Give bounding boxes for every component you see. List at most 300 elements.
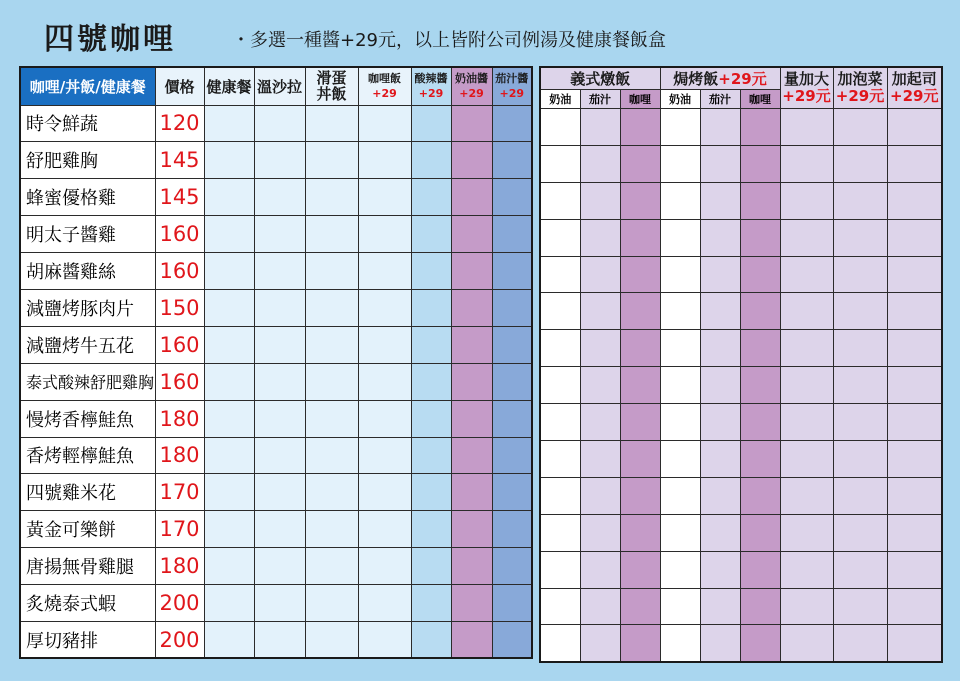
healthy-meal-cell[interactable] [204,585,254,622]
egg-rice-label-1: 滑蛋 [316,69,347,88]
item-price: 120 [155,105,204,142]
large-portion-header [780,67,833,109]
spicy-sauce-cell[interactable] [411,400,451,437]
baked-tomato-cell[interactable] [700,293,740,330]
risotto-tomato-cell[interactable] [580,477,620,514]
risotto-cream-cell[interactable] [540,182,580,219]
risotto-cream-cell[interactable] [540,330,580,367]
risotto-tomato-cell[interactable] [580,367,620,404]
risotto-curry-cell[interactable] [620,367,660,404]
spicy-sauce-cell[interactable] [411,621,451,658]
addon-row [540,256,942,293]
risotto-tomato-cell[interactable] [580,293,620,330]
risotto-curry-cell[interactable] [620,109,660,146]
baked-tomato-cell[interactable] [700,514,740,551]
cream-sauce-cell[interactable] [451,216,492,253]
tomato-sauce-cell[interactable] [492,511,532,548]
risotto-cream-cell[interactable] [540,293,580,330]
cream-sauce-cell[interactable] [451,179,492,216]
spicy-sauce-cell[interactable] [411,179,451,216]
cheese-cell[interactable] [887,145,942,182]
risotto-header: 義式燉飯 [540,67,660,90]
cream-sauce-label: 奶油醬 [455,72,488,86]
tomato-sauce-cell[interactable] [492,400,532,437]
risotto-cream-cell[interactable] [540,145,580,182]
spicy-sauce-header [411,67,451,105]
order-note: ・多選一種醬+29元，以上皆附公司例湯及健康餐飯盒 [232,30,666,51]
item-price: 170 [155,474,204,511]
baked-tomato-cell[interactable] [700,367,740,404]
kimchi-cell[interactable] [833,477,887,514]
kimchi-cell[interactable] [833,588,887,625]
risotto-tomato-cell[interactable] [580,219,620,256]
egg-rice-header [305,67,358,105]
baked-tomato-cell[interactable] [700,625,740,662]
cheese-label: 加起司 [891,70,937,88]
warm-salad-cell[interactable] [254,142,305,179]
egg-rice-cell[interactable] [305,400,358,437]
warm-salad-cell[interactable] [254,253,305,290]
cream-sauce-cell[interactable] [451,548,492,585]
warm-salad-cell[interactable] [254,621,305,658]
cheese-cell[interactable] [887,367,942,404]
healthy-meal-cell[interactable] [204,621,254,658]
large-portion-cell[interactable] [780,441,833,478]
cheese-cell[interactable] [887,404,942,441]
baked-tomato-cell[interactable] [700,404,740,441]
menu-row [20,105,532,142]
item-price: 200 [155,621,204,658]
risotto-cream-cell[interactable] [540,404,580,441]
spicy-sauce-cell[interactable] [411,437,451,474]
addon-row [540,219,942,256]
baked-tomato-cell[interactable] [700,109,740,146]
cream-sauce-cell[interactable] [451,363,492,400]
addon-table [539,66,943,663]
baked-curry-cell[interactable] [740,441,780,478]
risotto-curry-header: 咖哩 [620,90,660,109]
item-price: 145 [155,179,204,216]
egg-rice-cell[interactable] [305,437,358,474]
healthy-meal-cell[interactable] [204,253,254,290]
egg-rice-cell[interactable] [305,216,358,253]
item-name: 炙燒泰式蝦 [20,585,155,622]
cream-sauce-cell[interactable] [451,585,492,622]
risotto-cream-cell[interactable] [540,367,580,404]
baked-tomato-cell[interactable] [700,441,740,478]
addon-row [540,625,942,662]
risotto-tomato-cell[interactable] [580,625,620,662]
kimchi-cell[interactable] [833,109,887,146]
menu-row [20,474,532,511]
spicy-sauce-cell[interactable] [411,289,451,326]
cheese-cell[interactable] [887,109,942,146]
baked-tomato-cell[interactable] [700,330,740,367]
tomato-sauce-cell[interactable] [492,437,532,474]
risotto-cream-cell[interactable] [540,477,580,514]
menu-row [20,437,532,474]
large-portion-cell[interactable] [780,551,833,588]
curry-rice-price: +29 [372,87,397,101]
healthy-meal-cell[interactable] [204,363,254,400]
spicy-sauce-cell[interactable] [411,253,451,290]
large-portion-cell[interactable] [780,109,833,146]
healthy-meal-cell[interactable] [204,105,254,142]
large-portion-cell[interactable] [780,219,833,256]
egg-rice-cell[interactable] [305,621,358,658]
spicy-sauce-cell[interactable] [411,105,451,142]
egg-rice-cell[interactable] [305,179,358,216]
curry-rice-cell[interactable] [358,585,411,622]
risotto-tomato-cell[interactable] [580,514,620,551]
cream-sauce-cell[interactable] [451,142,492,179]
baked-tomato-cell[interactable] [700,551,740,588]
healthy-meal-cell[interactable] [204,289,254,326]
warm-salad-cell[interactable] [254,548,305,585]
kimchi-header [833,67,887,109]
tomato-sauce-cell[interactable] [492,326,532,363]
tomato-sauce-header [492,67,532,105]
warm-salad-cell[interactable] [254,216,305,253]
warm-salad-cell[interactable] [254,105,305,142]
baked-curry-cell[interactable] [740,109,780,146]
kimchi-cell[interactable] [833,330,887,367]
kimchi-cell[interactable] [833,441,887,478]
tomato-sauce-cell[interactable] [492,548,532,585]
item-name: 減鹽烤牛五花 [20,326,155,363]
item-name: 香烤輕檸鮭魚 [20,437,155,474]
cheese-cell[interactable] [887,625,942,662]
healthy-meal-cell[interactable] [204,548,254,585]
menu-row [20,585,532,622]
healthy-meal-cell[interactable] [204,326,254,363]
baked-cream-cell[interactable] [660,477,700,514]
baked-cream-cell[interactable] [660,182,700,219]
egg-rice-cell[interactable] [305,253,358,290]
addon-row [540,404,942,441]
large-portion-cell[interactable] [780,145,833,182]
spicy-sauce-cell[interactable] [411,548,451,585]
spicy-sauce-cell[interactable] [411,474,451,511]
warm-salad-cell[interactable] [254,474,305,511]
large-portion-cell[interactable] [780,514,833,551]
healthy-meal-header: 健康餐 [204,67,254,105]
addon-row [540,145,942,182]
risotto-tomato-cell[interactable] [580,145,620,182]
cheese-cell[interactable] [887,219,942,256]
item-name: 舒肥雞胸 [20,142,155,179]
item-name: 厚切豬排 [20,621,155,658]
cheese-cell[interactable] [887,477,942,514]
item-price: 180 [155,437,204,474]
warm-salad-cell[interactable] [254,289,305,326]
baked-tomato-cell[interactable] [700,588,740,625]
curry-rice-cell[interactable] [358,548,411,585]
cheese-cell[interactable] [887,588,942,625]
risotto-curry-cell[interactable] [620,477,660,514]
tomato-sauce-price: +29 [499,87,525,101]
egg-rice-cell[interactable] [305,105,358,142]
cheese-cell[interactable] [887,514,942,551]
risotto-tomato-cell[interactable] [580,182,620,219]
baked-cream-cell[interactable] [660,514,700,551]
baked-curry-cell[interactable] [740,588,780,625]
tomato-sauce-cell[interactable] [492,179,532,216]
addon-row [540,441,942,478]
item-name: 泰式酸辣舒肥雞胸 [20,363,155,400]
baked-curry-cell[interactable] [740,182,780,219]
cheese-cell[interactable] [887,256,942,293]
baked-cream-cell[interactable] [660,551,700,588]
healthy-meal-cell[interactable] [204,474,254,511]
baked-curry-cell[interactable] [740,367,780,404]
risotto-curry-cell[interactable] [620,588,660,625]
risotto-curry-cell[interactable] [620,145,660,182]
spicy-sauce-cell[interactable] [411,142,451,179]
baked-cream-cell[interactable] [660,330,700,367]
risotto-tomato-cell[interactable] [580,441,620,478]
risotto-cream-cell[interactable] [540,219,580,256]
baked-cream-cell[interactable] [660,219,700,256]
large-portion-cell[interactable] [780,588,833,625]
menu-row [20,179,532,216]
large-portion-cell[interactable] [780,477,833,514]
warm-salad-cell[interactable] [254,585,305,622]
item-name: 慢烤香檸鮭魚 [20,400,155,437]
baked-cream-cell[interactable] [660,367,700,404]
spicy-sauce-price: +29 [418,87,444,101]
menu-row [20,400,532,437]
curry-rice-cell[interactable] [358,142,411,179]
risotto-curry-cell[interactable] [620,182,660,219]
risotto-cream-cell[interactable] [540,514,580,551]
cream-sauce-cell[interactable] [451,326,492,363]
baked-curry-cell[interactable] [740,330,780,367]
baked-curry-cell[interactable] [740,551,780,588]
healthy-meal-cell[interactable] [204,511,254,548]
item-price: 180 [155,548,204,585]
risotto-cream-cell[interactable] [540,109,580,146]
menu-row [20,621,532,658]
warm-salad-cell[interactable] [254,437,305,474]
egg-rice-cell[interactable] [305,548,358,585]
egg-rice-cell[interactable] [305,474,358,511]
curry-rice-cell[interactable] [358,289,411,326]
tomato-sauce-cell[interactable] [492,253,532,290]
risotto-tomato-cell[interactable] [580,256,620,293]
spicy-sauce-cell[interactable] [411,585,451,622]
baked-cream-cell[interactable] [660,293,700,330]
large-portion-cell[interactable] [780,625,833,662]
addon-row [540,109,942,146]
risotto-curry-cell[interactable] [620,219,660,256]
risotto-curry-cell[interactable] [620,256,660,293]
egg-rice-cell[interactable] [305,142,358,179]
baked-tomato-cell[interactable] [700,256,740,293]
curry-rice-cell[interactable] [358,326,411,363]
kimchi-cell[interactable] [833,293,887,330]
curry-rice-cell[interactable] [358,179,411,216]
kimchi-cell[interactable] [833,182,887,219]
baked-tomato-cell[interactable] [700,477,740,514]
cream-sauce-cell[interactable] [451,105,492,142]
menu-table [19,66,533,659]
warm-salad-cell[interactable] [254,326,305,363]
cheese-cell[interactable] [887,330,942,367]
cream-sauce-cell[interactable] [451,437,492,474]
item-price: 180 [155,400,204,437]
curry-rice-cell[interactable] [358,437,411,474]
large-portion-cell[interactable] [780,293,833,330]
cheese-cell[interactable] [887,551,942,588]
baked-rice-header [660,67,780,90]
curry-rice-cell[interactable] [358,511,411,548]
risotto-curry-cell[interactable] [620,625,660,662]
healthy-meal-cell[interactable] [204,437,254,474]
large-portion-cell[interactable] [780,182,833,219]
kimchi-cell[interactable] [833,145,887,182]
curry-rice-cell[interactable] [358,363,411,400]
risotto-cream-cell[interactable] [540,625,580,662]
tomato-sauce-cell[interactable] [492,142,532,179]
kimchi-cell[interactable] [833,514,887,551]
risotto-curry-cell[interactable] [620,404,660,441]
tomato-sauce-cell[interactable] [492,474,532,511]
risotto-cream-cell[interactable] [540,256,580,293]
tomato-sauce-cell[interactable] [492,105,532,142]
large-portion-cell[interactable] [780,367,833,404]
risotto-tomato-cell[interactable] [580,330,620,367]
baked-cream-cell[interactable] [660,109,700,146]
large-portion-label: 量加大 [784,70,830,88]
kimchi-price: +29元 [835,87,885,105]
kimchi-cell[interactable] [833,367,887,404]
egg-rice-cell[interactable] [305,585,358,622]
cheese-cell[interactable] [887,441,942,478]
cream-sauce-cell[interactable] [451,253,492,290]
baked-tomato-cell[interactable] [700,145,740,182]
addon-row [540,182,942,219]
healthy-meal-cell[interactable] [204,142,254,179]
egg-rice-cell[interactable] [305,511,358,548]
warm-salad-cell[interactable] [254,179,305,216]
baked-cream-cell[interactable] [660,404,700,441]
large-portion-cell[interactable] [780,256,833,293]
baked-cream-cell[interactable] [660,625,700,662]
cream-sauce-cell[interactable] [451,400,492,437]
cheese-header [887,67,942,109]
risotto-cream-header: 奶油 [540,90,580,109]
baked-curry-cell[interactable] [740,293,780,330]
risotto-tomato-cell[interactable] [580,551,620,588]
baked-curry-cell[interactable] [740,145,780,182]
risotto-tomato-cell[interactable] [580,588,620,625]
risotto-curry-cell[interactable] [620,293,660,330]
healthy-meal-cell[interactable] [204,179,254,216]
addon-row [540,551,942,588]
category-header: 咖哩/丼飯/健康餐 [20,67,155,105]
spicy-sauce-cell[interactable] [411,511,451,548]
kimchi-cell[interactable] [833,551,887,588]
menu-row [20,216,532,253]
kimchi-cell[interactable] [833,625,887,662]
risotto-curry-cell[interactable] [620,441,660,478]
tomato-sauce-cell[interactable] [492,289,532,326]
tomato-sauce-cell[interactable] [492,216,532,253]
curry-rice-cell[interactable] [358,105,411,142]
curry-rice-cell[interactable] [358,253,411,290]
healthy-meal-cell[interactable] [204,216,254,253]
cream-sauce-cell[interactable] [451,621,492,658]
addon-row [540,514,942,551]
baked-curry-cell[interactable] [740,404,780,441]
risotto-cream-cell[interactable] [540,441,580,478]
kimchi-cell[interactable] [833,404,887,441]
large-portion-cell[interactable] [780,330,833,367]
risotto-curry-cell[interactable] [620,551,660,588]
curry-rice-cell[interactable] [358,400,411,437]
risotto-cream-cell[interactable] [540,588,580,625]
risotto-curry-cell[interactable] [620,514,660,551]
baked-curry-cell[interactable] [740,477,780,514]
tomato-sauce-cell[interactable] [492,621,532,658]
risotto-cream-cell[interactable] [540,551,580,588]
risotto-tomato-cell[interactable] [580,404,620,441]
warm-salad-cell[interactable] [254,363,305,400]
baked-cream-cell[interactable] [660,588,700,625]
spicy-sauce-label: 酸辣醬 [414,72,448,86]
spicy-sauce-cell[interactable] [411,216,451,253]
addon-row [540,367,942,404]
curry-rice-cell[interactable] [358,474,411,511]
warm-salad-cell[interactable] [254,400,305,437]
baked-cream-cell[interactable] [660,256,700,293]
kimchi-cell[interactable] [833,219,887,256]
baked-curry-cell[interactable] [740,219,780,256]
baked-curry-cell[interactable] [740,256,780,293]
large-portion-cell[interactable] [780,404,833,441]
egg-rice-cell[interactable] [305,363,358,400]
curry-rice-cell[interactable] [358,216,411,253]
cheese-cell[interactable] [887,293,942,330]
cream-sauce-cell[interactable] [451,474,492,511]
baked-curry-cell[interactable] [740,514,780,551]
egg-rice-cell[interactable] [305,326,358,363]
cheese-price: +29元 [890,87,939,105]
spicy-sauce-cell[interactable] [411,326,451,363]
healthy-meal-cell[interactable] [204,400,254,437]
tomato-sauce-cell[interactable] [492,585,532,622]
baked-cream-cell[interactable] [660,441,700,478]
kimchi-label: 加泡菜 [837,70,883,88]
baked-tomato-cell[interactable] [700,182,740,219]
risotto-curry-cell[interactable] [620,330,660,367]
cheese-cell[interactable] [887,182,942,219]
tomato-sauce-cell[interactable] [492,363,532,400]
spicy-sauce-cell[interactable] [411,363,451,400]
baked-cream-cell[interactable] [660,145,700,182]
kimchi-cell[interactable] [833,256,887,293]
baked-curry-cell[interactable] [740,625,780,662]
risotto-tomato-cell[interactable] [580,109,620,146]
cream-sauce-cell[interactable] [451,511,492,548]
menu-row [20,548,532,585]
curry-rice-cell[interactable] [358,621,411,658]
warm-salad-cell[interactable] [254,511,305,548]
egg-rice-cell[interactable] [305,289,358,326]
cream-sauce-cell[interactable] [451,289,492,326]
baked-tomato-cell[interactable] [700,219,740,256]
